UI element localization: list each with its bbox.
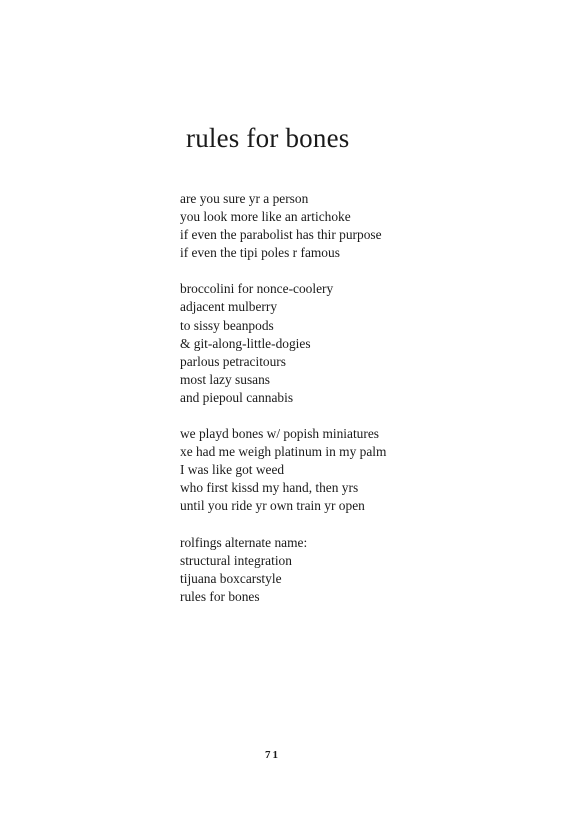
poem-line: if even the parabolist has thir purpose [180, 227, 382, 243]
poem-line: rolfings alternate name: [180, 534, 308, 550]
stanza-2 [180, 280, 540, 407]
poem-line: adjacent mulberry [180, 299, 278, 315]
stanza-3 [180, 425, 540, 515]
poem-line: you look more like an artichoke [180, 209, 351, 225]
poem-line: & git-along-little-dogies [180, 335, 311, 351]
poem-line: parlous petracitours [180, 353, 286, 369]
poem-line: most lazy susans [180, 371, 271, 387]
stanza-1 [180, 190, 540, 262]
poem-body [180, 190, 540, 624]
poem-line: xe had me weigh platinum in my palm [180, 444, 387, 460]
poem-line: we playd bones w/ popish miniatures [180, 426, 379, 442]
poem-line: and piepoul cannabis [180, 389, 294, 405]
page-number: 71 [265, 749, 280, 761]
poem-line: until you ride yr own train yr open [180, 498, 365, 514]
poem-line: to sissy beanpods [180, 317, 274, 333]
poem-line: rules for bones [180, 588, 260, 604]
poem-line: are you sure yr a person [180, 191, 309, 206]
stanza-4 [180, 534, 540, 606]
poem-line: who first kissd my hand, then yrs [180, 480, 359, 496]
poem-line: I was like got weed [180, 462, 285, 478]
poem-line: if even the tipi poles r famous [180, 245, 340, 261]
poem-title: rules for bones [186, 123, 350, 153]
poem-line: structural integration [180, 552, 292, 568]
poem-line: broccolini for nonce-coolery [180, 281, 334, 297]
poem-line: tijuana boxcarstyle [180, 570, 282, 586]
